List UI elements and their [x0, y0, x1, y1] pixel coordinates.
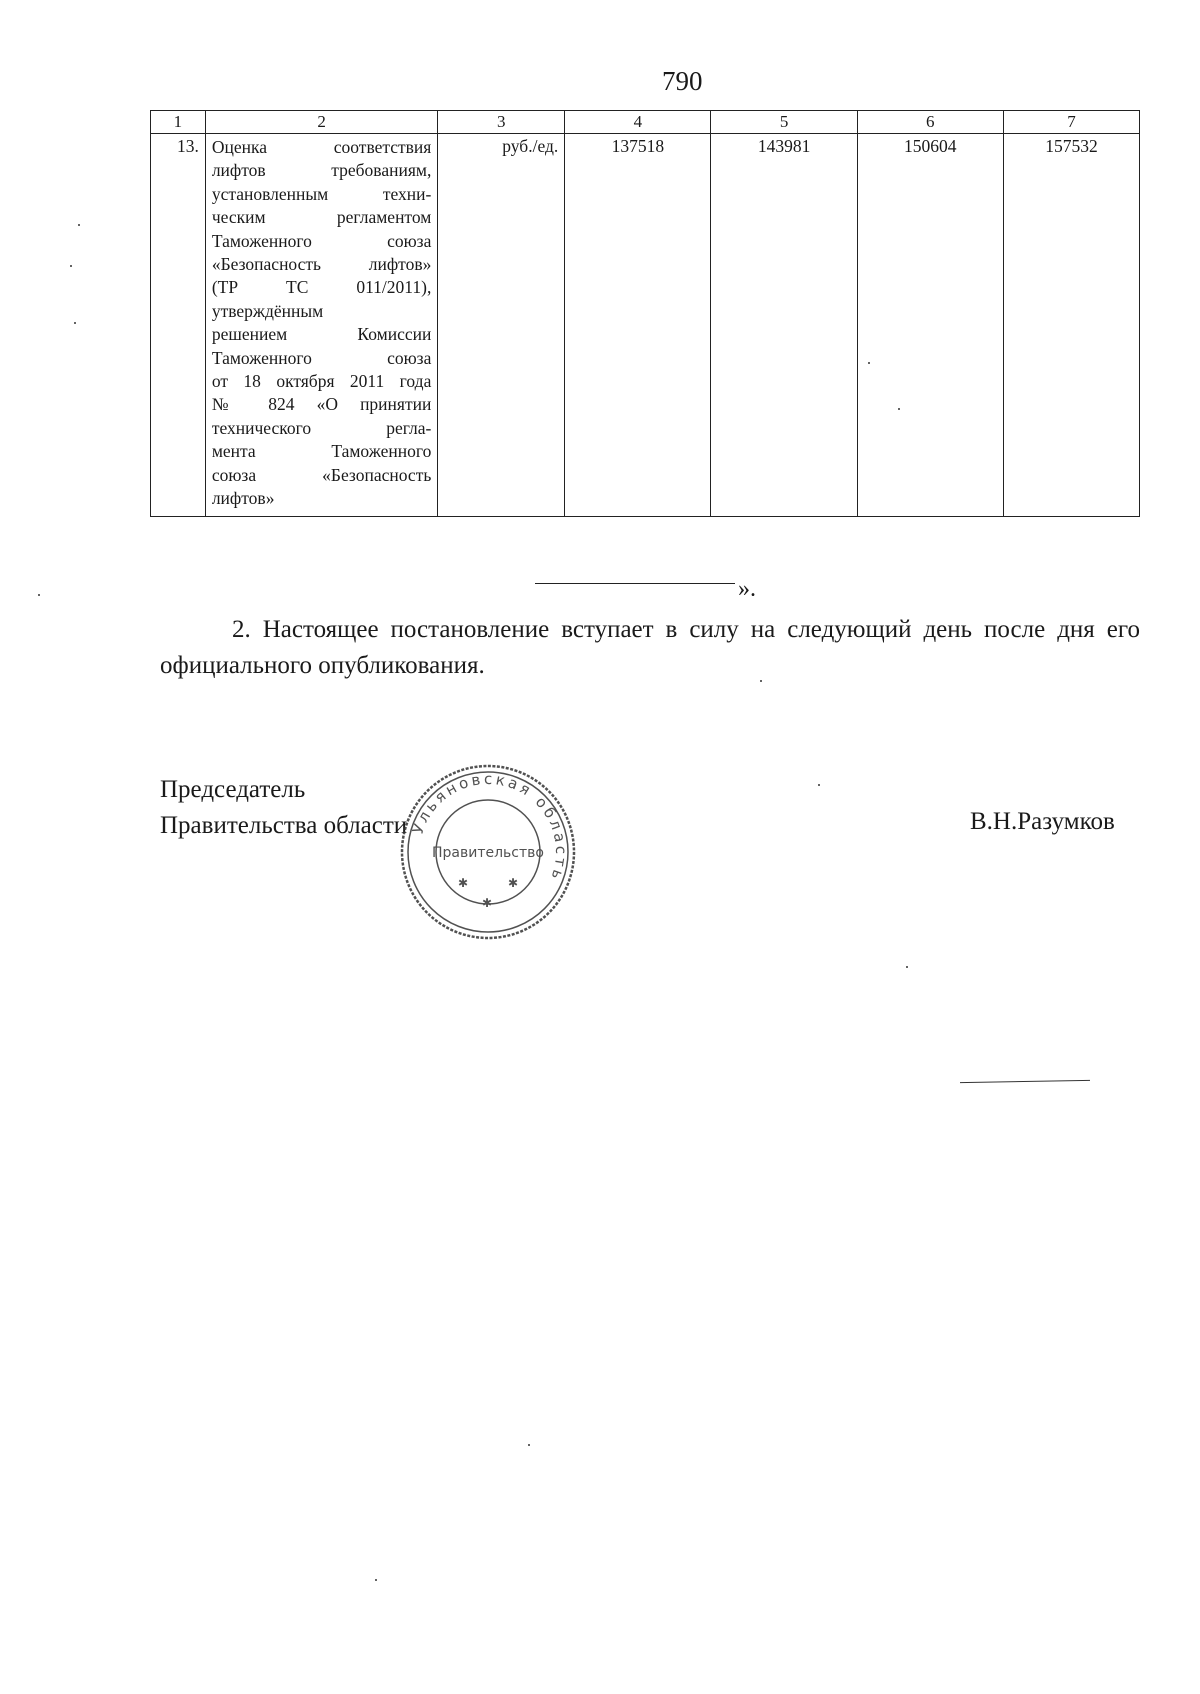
desc-line: лифтов требованиям,	[211, 160, 432, 181]
seal-ring-text: Ульяновская область	[408, 769, 571, 885]
desc-line: лифтов»	[211, 488, 275, 509]
unit-cell: руб./ед.	[438, 134, 565, 517]
stray-line	[960, 1080, 1090, 1083]
desc-line: Оценка соответствия	[211, 137, 432, 157]
header-cell-2: 2	[205, 111, 438, 134]
value-cell-4: 137518	[565, 134, 711, 517]
seal-star-icon: ✱	[458, 876, 469, 890]
desc-line: ческим регламентом	[211, 207, 432, 228]
header-cell-4: 4	[565, 111, 711, 134]
signatory-title-line-1: Председатель	[160, 776, 306, 803]
speck	[868, 362, 870, 364]
speck	[906, 966, 908, 968]
closing-quote: ».	[738, 576, 756, 602]
speck	[78, 224, 80, 226]
header-cell-5: 5	[711, 111, 857, 134]
header-cell-6: 6	[857, 111, 1003, 134]
header-cell-7: 7	[1003, 111, 1139, 134]
data-table	[150, 110, 1140, 517]
desc-line: технического регла-	[211, 417, 432, 438]
speck	[38, 594, 40, 596]
page-number: 790	[662, 66, 703, 96]
table-header-row	[151, 111, 1140, 134]
desc-line: мента Таможенного	[211, 441, 432, 462]
desc-line: «Безопасность лифтов»	[211, 254, 432, 275]
desc-line: утверждённым	[211, 300, 324, 321]
desc-line: союза «Безопасность	[211, 464, 432, 485]
speck	[74, 322, 76, 324]
seal-star-icon: ✱	[508, 876, 519, 890]
header-cell-3: 3	[438, 111, 565, 134]
header-cell-1: 1	[151, 111, 206, 134]
desc-line: установленным техни-	[211, 183, 432, 204]
speck	[760, 680, 762, 682]
desc-line: № 824 «О принятии	[211, 394, 432, 415]
row-number-cell: 13.	[151, 134, 206, 517]
desc-line: от 18 октября 2011 года	[211, 371, 432, 392]
value-cell-5: 143981	[711, 134, 857, 517]
desc-line: решением Комиссии	[211, 324, 432, 345]
description-cell	[205, 134, 438, 517]
signatory-title	[160, 772, 407, 844]
signatory-name: В.Н.Разумков	[970, 808, 1115, 835]
speck	[818, 784, 820, 786]
paragraph-2: 2. Настоящее постановление вступает в силу на следующий день после дня его официального опубликования.	[160, 616, 1140, 679]
speck	[375, 1579, 377, 1581]
speck	[70, 265, 72, 267]
table-row	[151, 134, 1140, 517]
official-seal	[398, 762, 578, 942]
closing-underline	[535, 583, 735, 584]
seal-star-icon: ✱	[482, 896, 493, 910]
value-cell-7: 157532	[1003, 134, 1139, 517]
seal-center-text: Правительство	[432, 845, 544, 861]
value-cell-6: 150604	[857, 134, 1003, 517]
desc-line: Таможенного союза	[211, 347, 432, 368]
desc-line: (ТР ТС 011/2011),	[211, 277, 432, 298]
signatory-title-line-2: Правительства области	[160, 812, 408, 839]
speck	[528, 1444, 530, 1446]
desc-line: Таможенного союза	[211, 230, 432, 251]
speck	[898, 408, 900, 410]
